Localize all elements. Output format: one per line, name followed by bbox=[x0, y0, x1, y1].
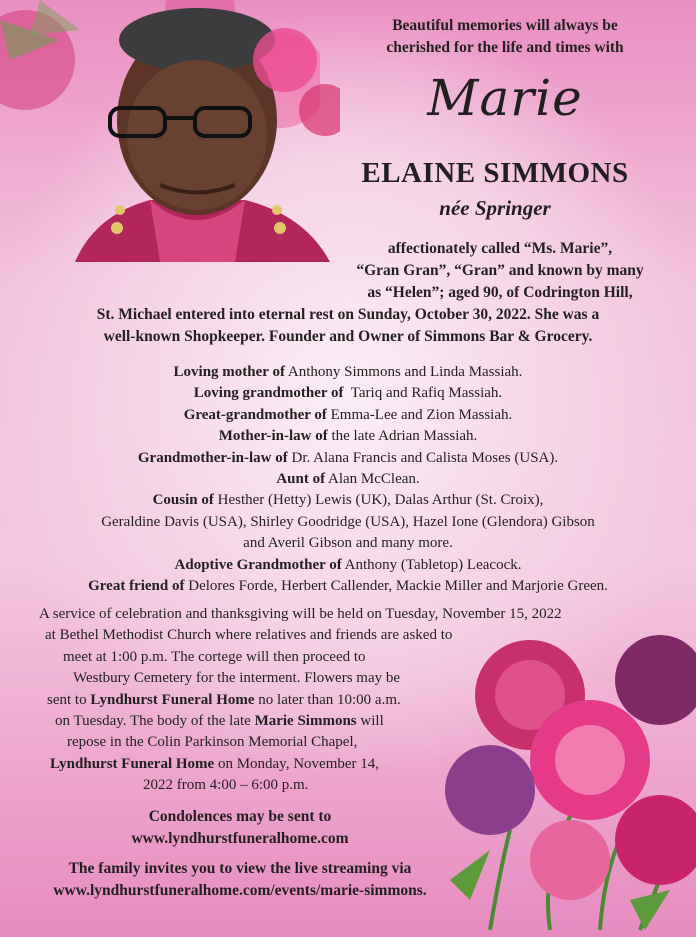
relation-item bbox=[20, 426, 676, 447]
bio-line: as “Helen”; aged 90, of Codrington Hill, bbox=[367, 284, 633, 301]
relation-label: Adoptive Grandmother of bbox=[174, 556, 342, 573]
condolences-line: Condolences may be sent to bbox=[148, 808, 332, 825]
live-streaming bbox=[15, 858, 465, 902]
relation-item bbox=[20, 405, 676, 426]
streaming-url[interactable]: www.lyndhurstfuneralhome.com/events/marie-simmons. bbox=[53, 882, 427, 899]
service-line: A service of celebration and thanksgiving will be held on Tuesday, November 15, 2022 bbox=[39, 606, 562, 622]
relation-item bbox=[20, 512, 676, 533]
relation-label: Aunt of bbox=[276, 471, 326, 488]
relation-item bbox=[20, 533, 676, 554]
relation-item bbox=[20, 555, 676, 576]
service-text: on Tuesday. The body of the late bbox=[55, 713, 255, 730]
relation-item bbox=[20, 490, 676, 511]
service-text: no later than 10:00 a.m. bbox=[254, 691, 401, 708]
relation-label: Great friend of bbox=[88, 578, 185, 595]
bio-line: well-known Shopkeeper. Founder and Owner of Simmons Bar & Grocery. bbox=[103, 328, 593, 345]
relation-names: Dr. Alana Francis and Calista Moses (USA). bbox=[287, 449, 559, 466]
relation-names: Tariq and Rafiq Massiah. bbox=[343, 385, 503, 402]
intro-text bbox=[345, 15, 665, 59]
relation-label: Grandmother-in-law of bbox=[137, 449, 288, 466]
service-details bbox=[25, 604, 625, 797]
relation-item bbox=[20, 383, 676, 404]
bio-text bbox=[330, 238, 670, 304]
relations-list bbox=[20, 362, 676, 597]
service-line: meet at 1:00 p.m. The cortege will then proceed to bbox=[63, 648, 366, 665]
service-line: 2022 from 4:00 – 6:00 p.m. bbox=[143, 777, 309, 794]
bio-line: affectionately called “Ms. Marie”, bbox=[387, 240, 613, 257]
service-text: will bbox=[356, 713, 384, 730]
relation-names: Hesther (Hetty) Lewis (UK), Dalas Arthur (St. Croix), bbox=[213, 492, 544, 509]
condolences-url[interactable]: www.lyndhurstfuneralhome.com bbox=[131, 830, 349, 847]
relation-label: Loving mother of bbox=[173, 364, 285, 380]
full-name: ELAINE SIMMONS bbox=[361, 157, 629, 189]
maiden-name: née Springer bbox=[439, 196, 551, 220]
relation-names: Emma-Lee and Zion Massiah. bbox=[326, 406, 513, 423]
relation-names: Anthony Simmons and Linda Massiah. bbox=[284, 364, 523, 380]
relation-item bbox=[20, 362, 676, 383]
relation-item bbox=[20, 448, 676, 469]
intro-line: cherished for the life and times with bbox=[386, 39, 624, 56]
service-line bbox=[25, 711, 625, 732]
relation-names: Anthony (Tabletop) Leacock. bbox=[341, 556, 522, 573]
bio-line: “Gran Gran”, “Gran” and known by many bbox=[356, 262, 644, 279]
relation-item bbox=[20, 576, 676, 597]
intro-line: Beautiful memories will always be bbox=[392, 17, 618, 34]
funeral-home-name: Lyndhurst Funeral Home bbox=[50, 755, 215, 772]
relation-names: Delores Forde, Herbert Callender, Mackie Miller and Marjorie Green. bbox=[184, 578, 608, 595]
first-name: Marie bbox=[427, 69, 583, 127]
service-text: sent to bbox=[47, 691, 91, 708]
relation-item bbox=[20, 469, 676, 490]
funeral-home-name: Lyndhurst Funeral Home bbox=[90, 691, 255, 708]
service-text: on Monday, November 14, bbox=[214, 755, 380, 772]
relation-names: the late Adrian Massiah. bbox=[327, 428, 478, 445]
streaming-line: The family invites you to view the live streaming via bbox=[68, 860, 412, 877]
condolences bbox=[60, 806, 420, 850]
service-line: at Bethel Methodist Church where relatives and friends are asked to bbox=[45, 627, 453, 644]
relation-names: and Averil Gibson and many more. bbox=[243, 535, 453, 552]
relation-label: Cousin of bbox=[152, 492, 214, 509]
bio-line: St. Michael entered into eternal rest on Sunday, October 30, 2022. She was a bbox=[96, 306, 600, 323]
bio-text-continued bbox=[30, 304, 666, 348]
portrait-photo bbox=[55, 0, 340, 262]
relation-names: Geraldine Davis (USA), Shirley Goodridge (USA), Hazel Ione (Glendora) Gibson bbox=[101, 513, 595, 530]
relation-label: Loving grandmother of bbox=[193, 385, 344, 402]
relation-names: Alan McClean. bbox=[325, 471, 420, 488]
relation-label: Great-grandmother of bbox=[183, 406, 327, 423]
service-line bbox=[25, 754, 625, 775]
relation-label: Mother-in-law of bbox=[218, 428, 328, 445]
service-line bbox=[25, 690, 625, 711]
service-line: repose in the Colin Parkinson Memorial Chapel, bbox=[67, 734, 358, 751]
deceased-name: Marie Simmons bbox=[254, 713, 357, 730]
service-line: Westbury Cemetery for the interment. Flowers may be bbox=[73, 670, 401, 687]
